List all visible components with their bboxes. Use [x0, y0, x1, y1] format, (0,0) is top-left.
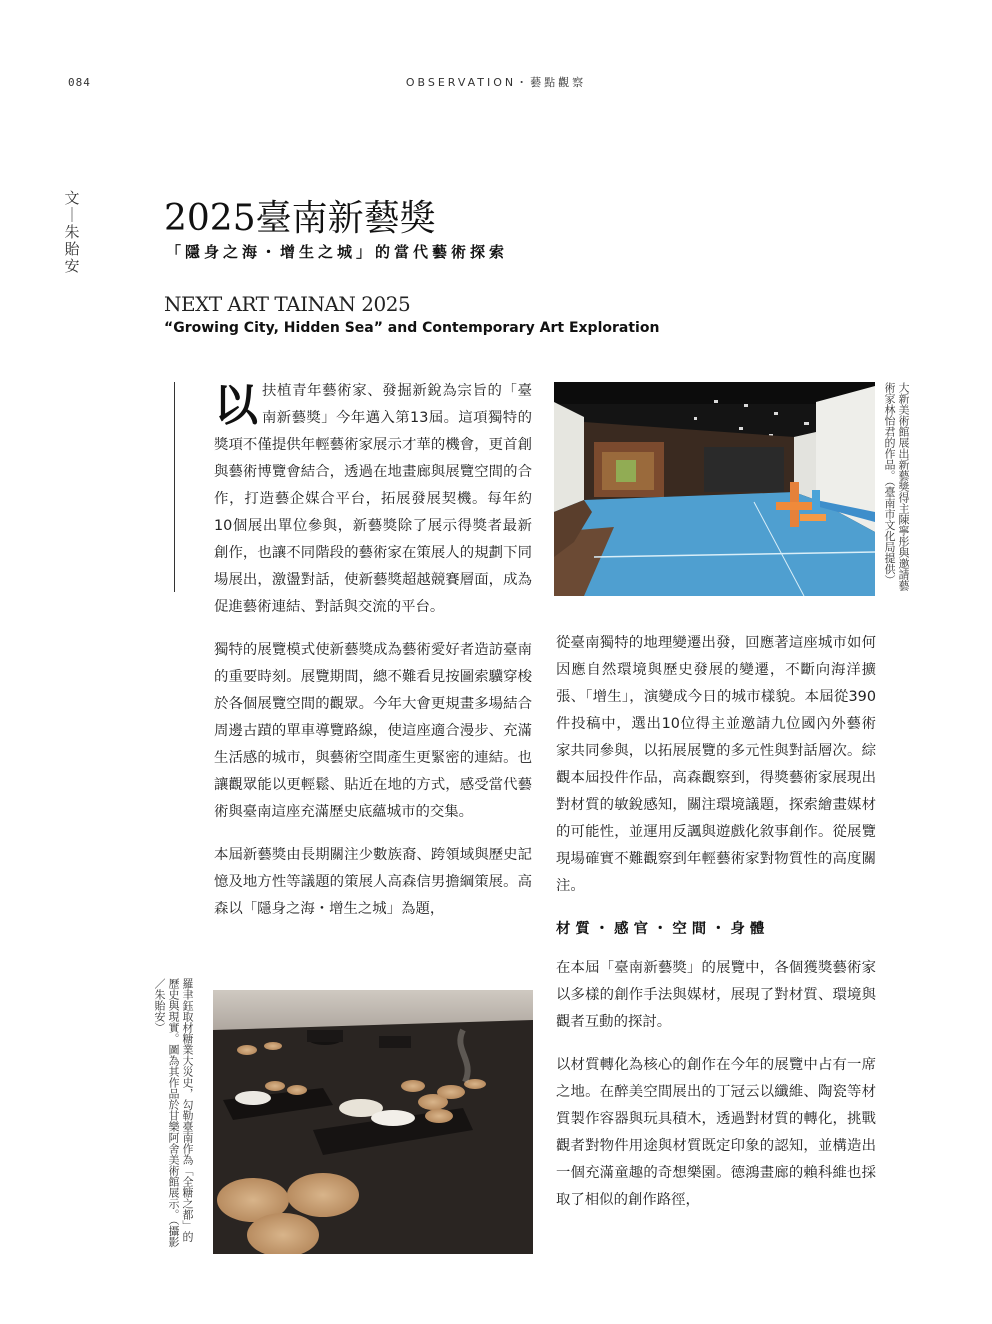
section-heading: 材質・感官・空間・身體: [556, 921, 770, 937]
paragraph: 獨特的展覽模式使新藝獎成為藝術愛好者造訪臺南的重要時刻。展覽期間，總不難看見按圖索驥穿梭於各個展覽空間的觀眾。今年大會更規畫多場結合周邊古蹟的單車導覽路線，使這座適合漫步、充滿生活感的城市，與藝術空間產生更緊密的連結。也讓觀眾能以更輕鬆、貼近在地的方式，感受當代藝術與臺南這座充滿歷史底蘊城市的交集。: [214, 642, 532, 820]
gallery-photo: [554, 382, 875, 596]
body-left-column: [214, 378, 532, 939]
installation-photo-caption: 羅聿鈺取材糖業大災史，勾勒臺南作為「全糖之都」的歷史與現實。圖為其作品於甘樂阿舍美術館展示。（攝影／朱貽安）: [153, 978, 194, 1248]
running-head: OBSERVATION・藝點觀察: [405, 76, 587, 89]
paragraph: 從臺南獨特的地理變遷出發，回應著這座城市如何因應自然環境與歷史發展的變遷，不斷向海洋擴張、「增生」，演變成今日的城市樣貌。本屆從390件投稿中，選出10位得主並邀請九位國內外藝術家共同參與，以拓展展覽的多元性與對話層次。綜觀本屆投件作品，高森觀察到，得獎藝術家展現出對材質的敏銳感知，關注環境議題，探索繪畫媒材的可能性，並運用反諷與遊戲化敘事創作。從展覽現場確實不難觀察到年輕藝術家對物質性的高度關注。: [556, 635, 876, 894]
column-rule: [174, 382, 175, 592]
article-title: 2025臺南新藝獎: [164, 198, 436, 239]
gallery-photo-caption: 大新美術館展出新藝獎得主陳寧彤與邀請藝術家林怡君的作品。（臺南市文化局提供）: [883, 382, 910, 591]
article-subtitle-en: “Growing City, Hidden Sea” and Contemporary Art Exploration: [164, 320, 660, 336]
page-number: 084: [68, 76, 91, 89]
byline: 文｜朱貽安: [64, 189, 80, 275]
article-title-en: NEXT ART TAINAN 2025: [164, 292, 411, 316]
paragraph: 本屆新藝獎由長期關注少數族裔、跨領域與歷史記憶及地方性等議題的策展人高森信男擔綱策展。高森以「隱身之海・增生之城」為題，: [214, 847, 532, 917]
paragraph: 以材質轉化為核心的創作在今年的展覽中占有一席之地。在醉美空間展出的丁冠云以纖維、陶瓷等材質製作容器與玩具積木，透過對材質的轉化，挑戰觀者對物件用途與材質既定印象的認知，並構造出一個充滿童趣的奇想樂園。德鴻畫廊的賴科維也採取了相似的創作路徑，: [556, 1057, 876, 1208]
paragraph: [214, 378, 532, 621]
paragraph: 在本屆「臺南新藝獎」的展覽中，各個獲獎藝術家以多樣的創作手法與媒材，展現了對材質、環境與觀者互動的探討。: [556, 960, 876, 1030]
installation-photo: [213, 990, 533, 1254]
installation-photo-illustration: [213, 990, 533, 1254]
gallery-photo-illustration: [554, 382, 875, 596]
body-right-column: [556, 630, 876, 1230]
paragraph-text: 扶植青年藝術家、發掘新銳為宗旨的「臺南新藝獎」今年邁入第13屆。這項獨特的獎項不僅提供年輕藝術家展示才華的機會，更首創與藝術博覽會結合，透過在地畫廊與展覽空間的合作，打造藝企媒合平台，拓展發展契機。每年約10個展出單位參與，新藝獎除了展示得獎者最新創作，也讓不同階段的藝術家在策展人的規劃下同場展出，激盪對話，使新藝獎超越競賽層面，成為促進藝術連結、對話與交流的平台。: [214, 383, 532, 615]
drop-cap: 以: [214, 380, 258, 431]
article-subtitle: 「隱身之海・增生之城」的當代藝術探索: [166, 243, 509, 261]
